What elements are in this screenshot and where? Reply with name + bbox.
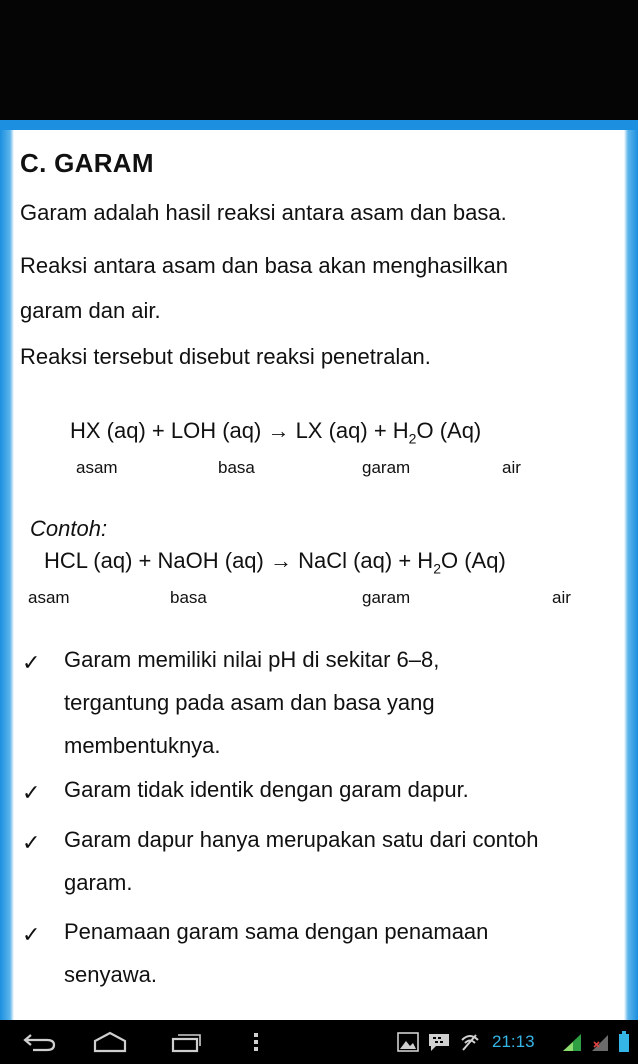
label-basa: basa xyxy=(218,458,255,477)
bullet-line: garam. xyxy=(64,870,133,895)
equation-part-1: HCL (aq) + NaOH (aq) → NaCl (aq) + H xyxy=(44,548,434,573)
paragraph-1: Garam adalah hasil reaksi antara asam dan basa. xyxy=(20,200,507,225)
label-asam: asam xyxy=(76,458,118,477)
navigation-bar xyxy=(0,1020,638,1064)
equation-part-1: HX (aq) + LOH (aq) → LX (aq) + H xyxy=(70,418,409,443)
bullet-line: tergantung pada asam dan basa yang xyxy=(64,690,435,715)
equation-part-2: O (Aq) xyxy=(440,548,506,573)
signal-icon xyxy=(590,1020,610,1064)
bullet-line: senyawa. xyxy=(64,962,157,987)
label-asam: asam xyxy=(28,588,70,607)
slide-title: C. GARAM xyxy=(20,148,154,178)
check-icon: ✓ xyxy=(22,780,41,805)
label-garam: garam xyxy=(362,588,411,607)
label-garam: garam xyxy=(362,458,411,477)
bullet-line: Garam tidak identik dengan garam dapur. xyxy=(64,777,469,802)
equation-subscript: 2 xyxy=(408,430,417,447)
recent-apps-icon[interactable] xyxy=(166,1020,206,1064)
top-black-area xyxy=(0,0,638,120)
equation-part-2: O (Aq) xyxy=(416,418,482,443)
menu-icon[interactable] xyxy=(246,1020,266,1064)
bullet-2 xyxy=(64,768,624,811)
bullet-line: Penamaan garam sama dengan penamaan xyxy=(64,919,489,944)
bbm-icon xyxy=(426,1020,452,1064)
paragraph-2-line-2: garam dan air. xyxy=(20,298,161,323)
label-air: air xyxy=(502,458,521,477)
label-air: air xyxy=(552,588,571,607)
general-equation xyxy=(70,418,481,446)
battery-icon xyxy=(614,1020,634,1064)
bullet-3 xyxy=(64,818,624,904)
signal-icon xyxy=(560,1020,584,1064)
slide xyxy=(0,120,638,1020)
no-wifi-icon xyxy=(458,1020,482,1064)
back-icon[interactable] xyxy=(20,1020,60,1064)
status-time: 21:13 xyxy=(492,1032,535,1051)
slide-content xyxy=(14,130,624,1020)
paragraph-3: Reaksi tersebut disebut reaksi penetralan. xyxy=(20,344,431,369)
label-basa: basa xyxy=(170,588,207,607)
equation-subscript: 2 xyxy=(433,560,441,577)
gallery-icon xyxy=(396,1020,420,1064)
home-icon[interactable] xyxy=(90,1020,130,1064)
example-equation xyxy=(44,548,506,576)
check-icon: ✓ xyxy=(22,922,41,947)
paragraph-2-line-1: Reaksi antara asam dan basa akan menghasilkan xyxy=(20,253,508,278)
check-icon: ✓ xyxy=(22,650,41,675)
bullet-4 xyxy=(64,910,624,996)
check-icon: ✓ xyxy=(22,830,41,855)
example-label: Contoh: xyxy=(30,516,108,541)
bullet-line: Garam memiliki nilai pH di sekitar 6–8, xyxy=(64,647,440,672)
bullet-1 xyxy=(64,638,624,767)
bullet-line: Garam dapur hanya merupakan satu dari contoh xyxy=(64,827,539,852)
slide-top-bar xyxy=(0,120,638,130)
bullet-line: membentuknya. xyxy=(64,733,221,758)
